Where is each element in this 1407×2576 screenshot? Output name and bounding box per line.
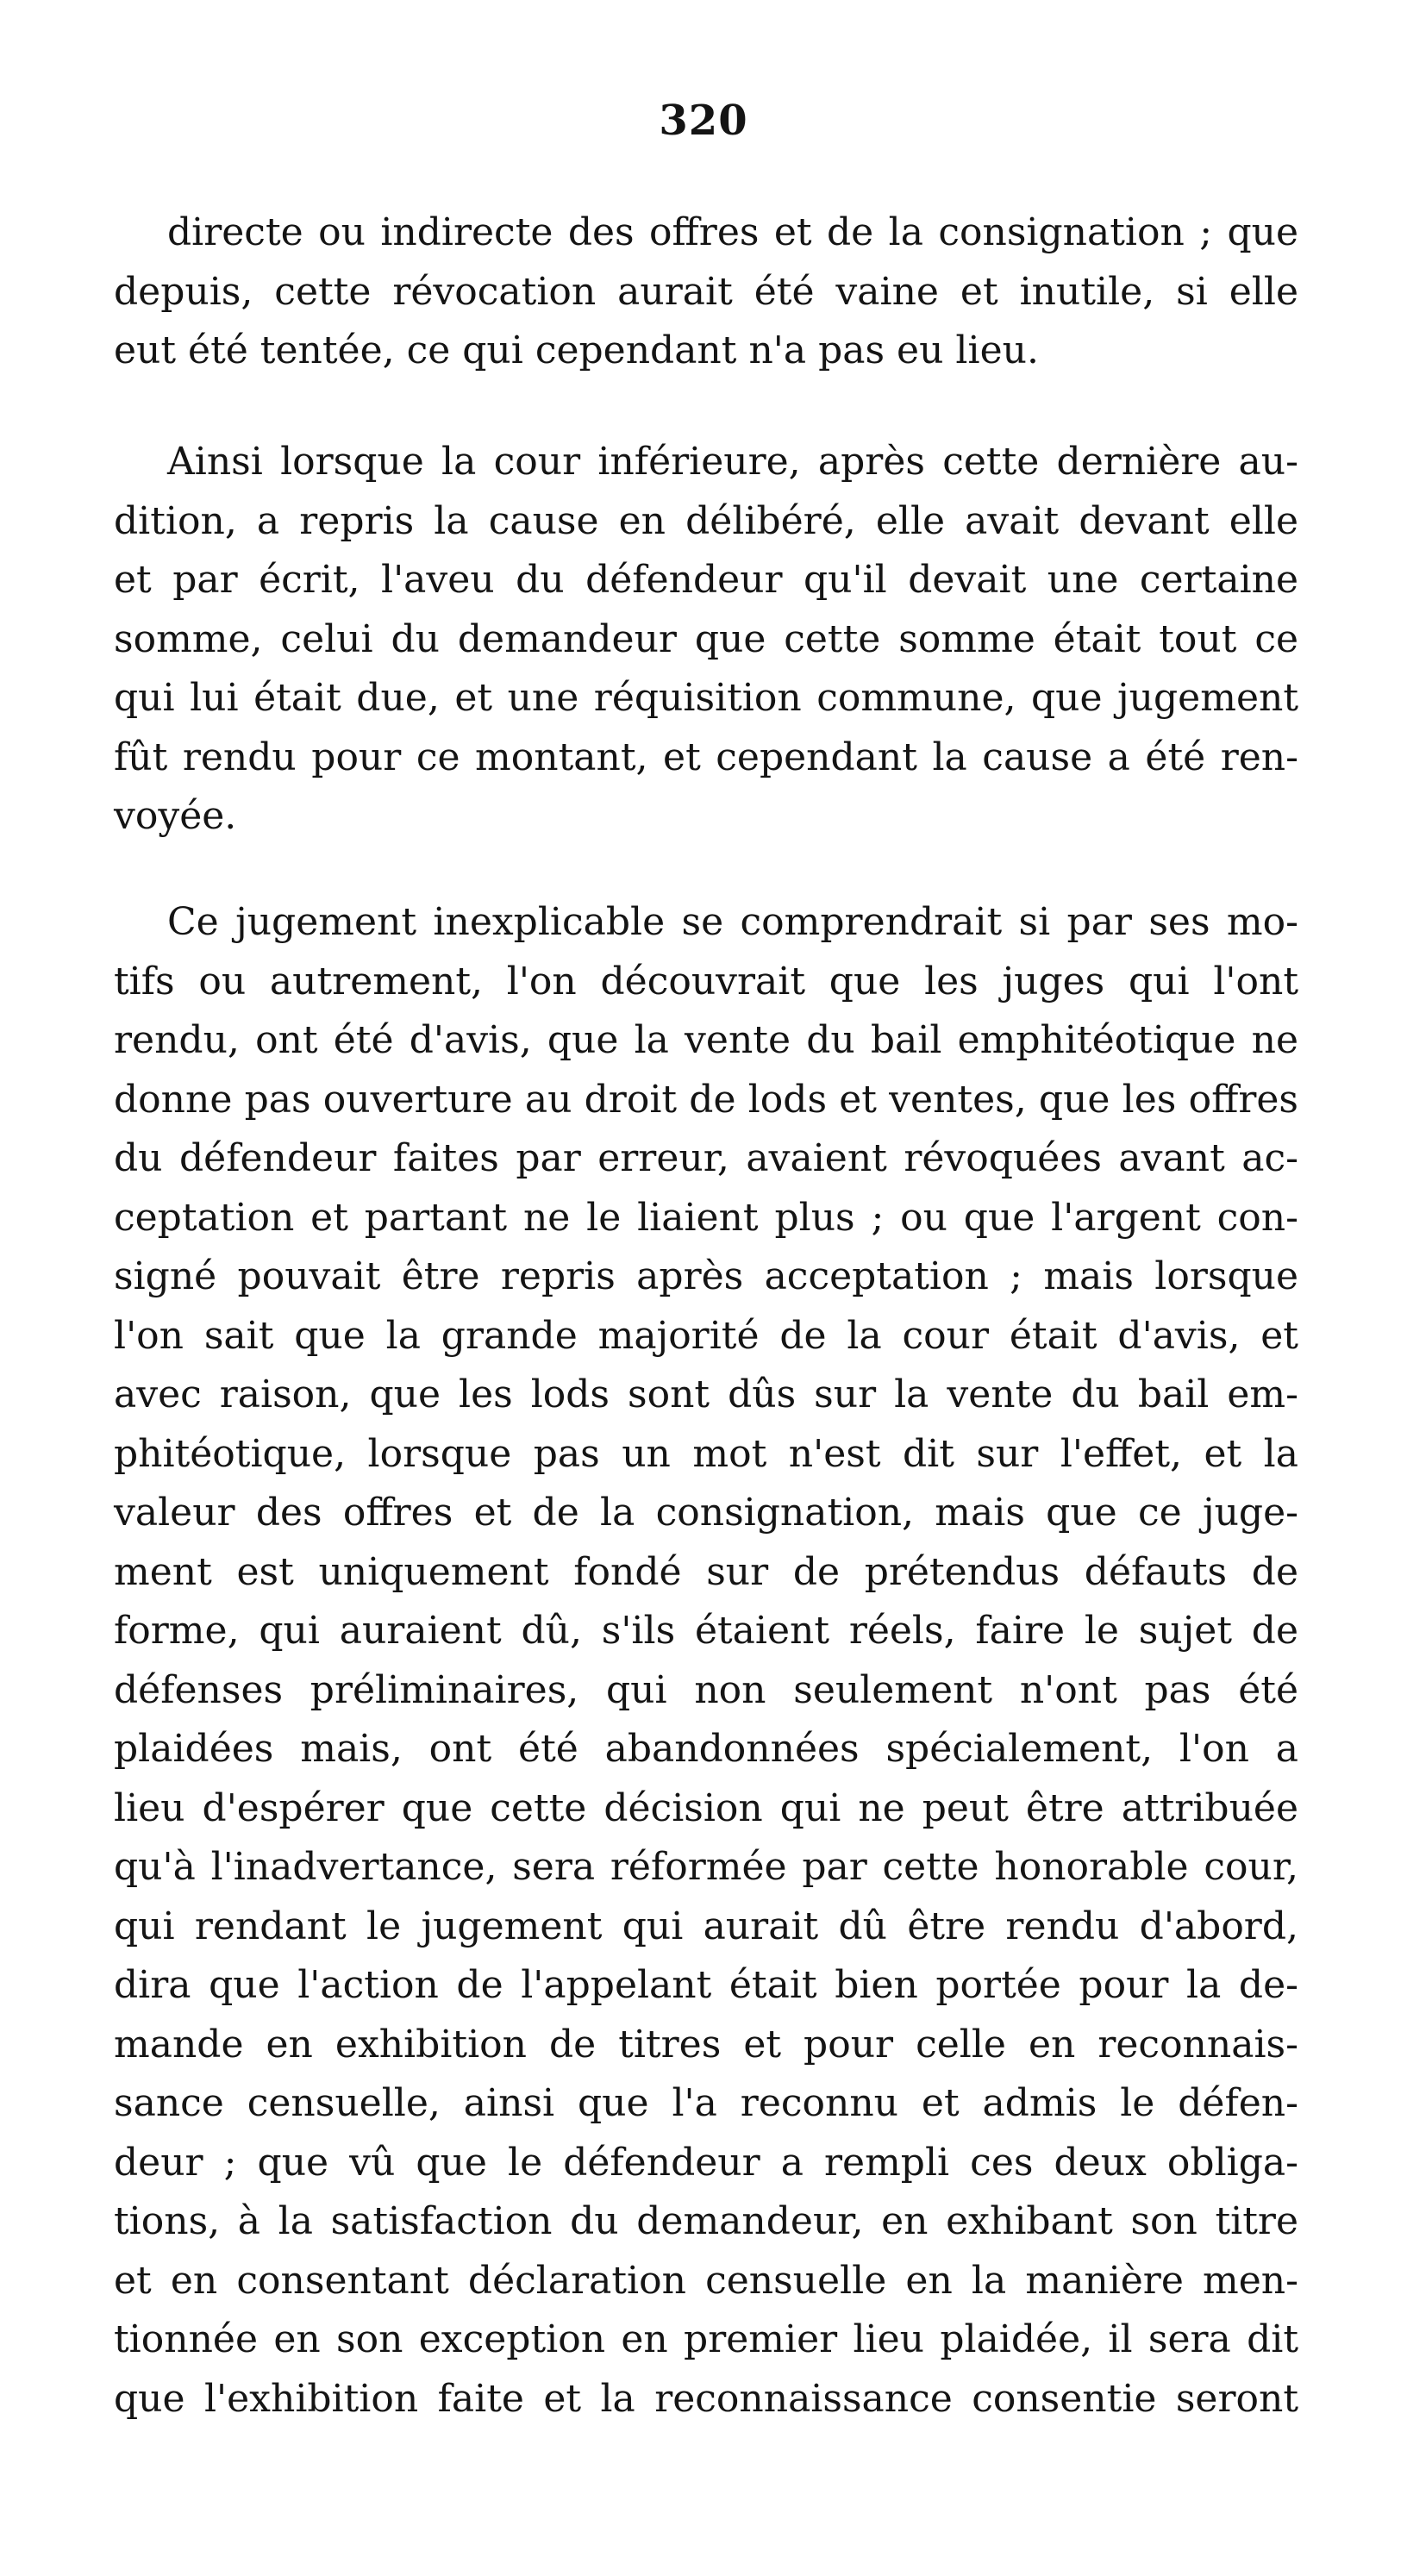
paragraph-3: [114, 893, 1298, 2429]
page-number: 320: [659, 97, 748, 145]
text-line: dira que l'action de l'appelant était bien portée pour la de-: [114, 1963, 1298, 2007]
text-line: phitéotique, lorsque pas un mot n'est dit sur l'effet, et la: [114, 1431, 1298, 1476]
text-line: défenses préliminaires, qui non seulement n'ont pas été: [114, 1667, 1298, 1712]
paragraph-1: [114, 203, 1298, 381]
text-line: somme, celui du demandeur que cette somme était tout ce: [114, 616, 1298, 661]
text-line: que l'exhibition faite et la reconnaissance consentie seront: [114, 2376, 1298, 2421]
text-line: signé pouvait être repris après acceptation ; mais lorsque: [114, 1254, 1298, 1298]
text-line: dition, a repris la cause en délibéré, elle avait devant elle: [114, 498, 1298, 543]
text-line: qui lui était due, et une réquisition commune, que jugement: [114, 676, 1298, 720]
text-line: forme, qui auraient dû, s'ils étaient réels, faire le sujet de: [114, 1609, 1298, 1653]
text-line: du défendeur faites par erreur, avaient révoquées avant ac-: [114, 1136, 1298, 1180]
text-line: mande en exhibition de titres et pour celle en reconnais-: [114, 2022, 1298, 2066]
text-line: deur ; que vû que le défendeur a rempli ces deux obliga-: [114, 2140, 1298, 2185]
text-line: ceptation et partant ne le liaient plus ; ou que l'argent con-: [114, 1195, 1298, 1240]
text-line: qui rendant le jugement qui aurait dû être rendu d'abord,: [114, 1904, 1298, 1948]
text-line: tifs ou autrement, l'on découvrait que les juges qui l'ont: [114, 959, 1298, 1004]
text-line: voyée.: [114, 794, 237, 838]
text-line: donne pas ouverture au droit de lods et ventes, que les offres: [114, 1077, 1298, 1122]
text-line: depuis, cette révocation aurait été vaine et inutile, si elle: [114, 269, 1298, 314]
text-line: avec raison, que les lods sont dûs sur la vente du bail em-: [114, 1372, 1298, 1416]
text-line: eut été tentée, ce qui cependant n'a pas eu lieu.: [114, 328, 1039, 372]
text-line: Ainsi lorsque la cour inférieure, après cette dernière au-: [167, 440, 1298, 484]
text-line: valeur des offres et de la consignation, mais que ce juge-: [114, 1491, 1298, 1535]
text-line: plaidées mais, ont été abandonnées spécialement, l'on a: [114, 1727, 1298, 1771]
text-line: sance censuelle, ainsi que l'a reconnu et admis le défen-: [114, 2081, 1298, 2125]
text-line: fût rendu pour ce montant, et cependant la cause a été ren-: [114, 735, 1298, 779]
text-line: Ce jugement inexplicable se comprendrait si par ses mo-: [167, 900, 1298, 944]
text-line: directe ou indirecte des offres et de la consignation ; que: [167, 210, 1298, 254]
text-line: l'on sait que la grande majorité de la cour était d'avis, et: [114, 1313, 1298, 1358]
text-line: rendu, ont été d'avis, que la vente du bail emphitéotique ne: [114, 1018, 1298, 1062]
paragraph-2: [114, 433, 1298, 847]
text-line: qu'à l'inadvertance, sera réformée par cette honorable cour,: [114, 1845, 1298, 1889]
text-line: et en consentant déclaration censuelle en la manière men-: [114, 2258, 1298, 2303]
text-line: tionnée en son exception en premier lieu plaidée, il sera dit: [114, 2317, 1298, 2361]
text-line: lieu d'espérer que cette décision qui ne peut être attribuée: [114, 1785, 1298, 1830]
text-line: ment est uniquement fondé sur de prétendus défauts de: [114, 1549, 1298, 1594]
text-line: tions, à la satisfaction du demandeur, en exhibant son titre: [114, 2199, 1298, 2243]
text-line: et par écrit, l'aveu du défendeur qu'il devait une certaine: [114, 558, 1298, 602]
